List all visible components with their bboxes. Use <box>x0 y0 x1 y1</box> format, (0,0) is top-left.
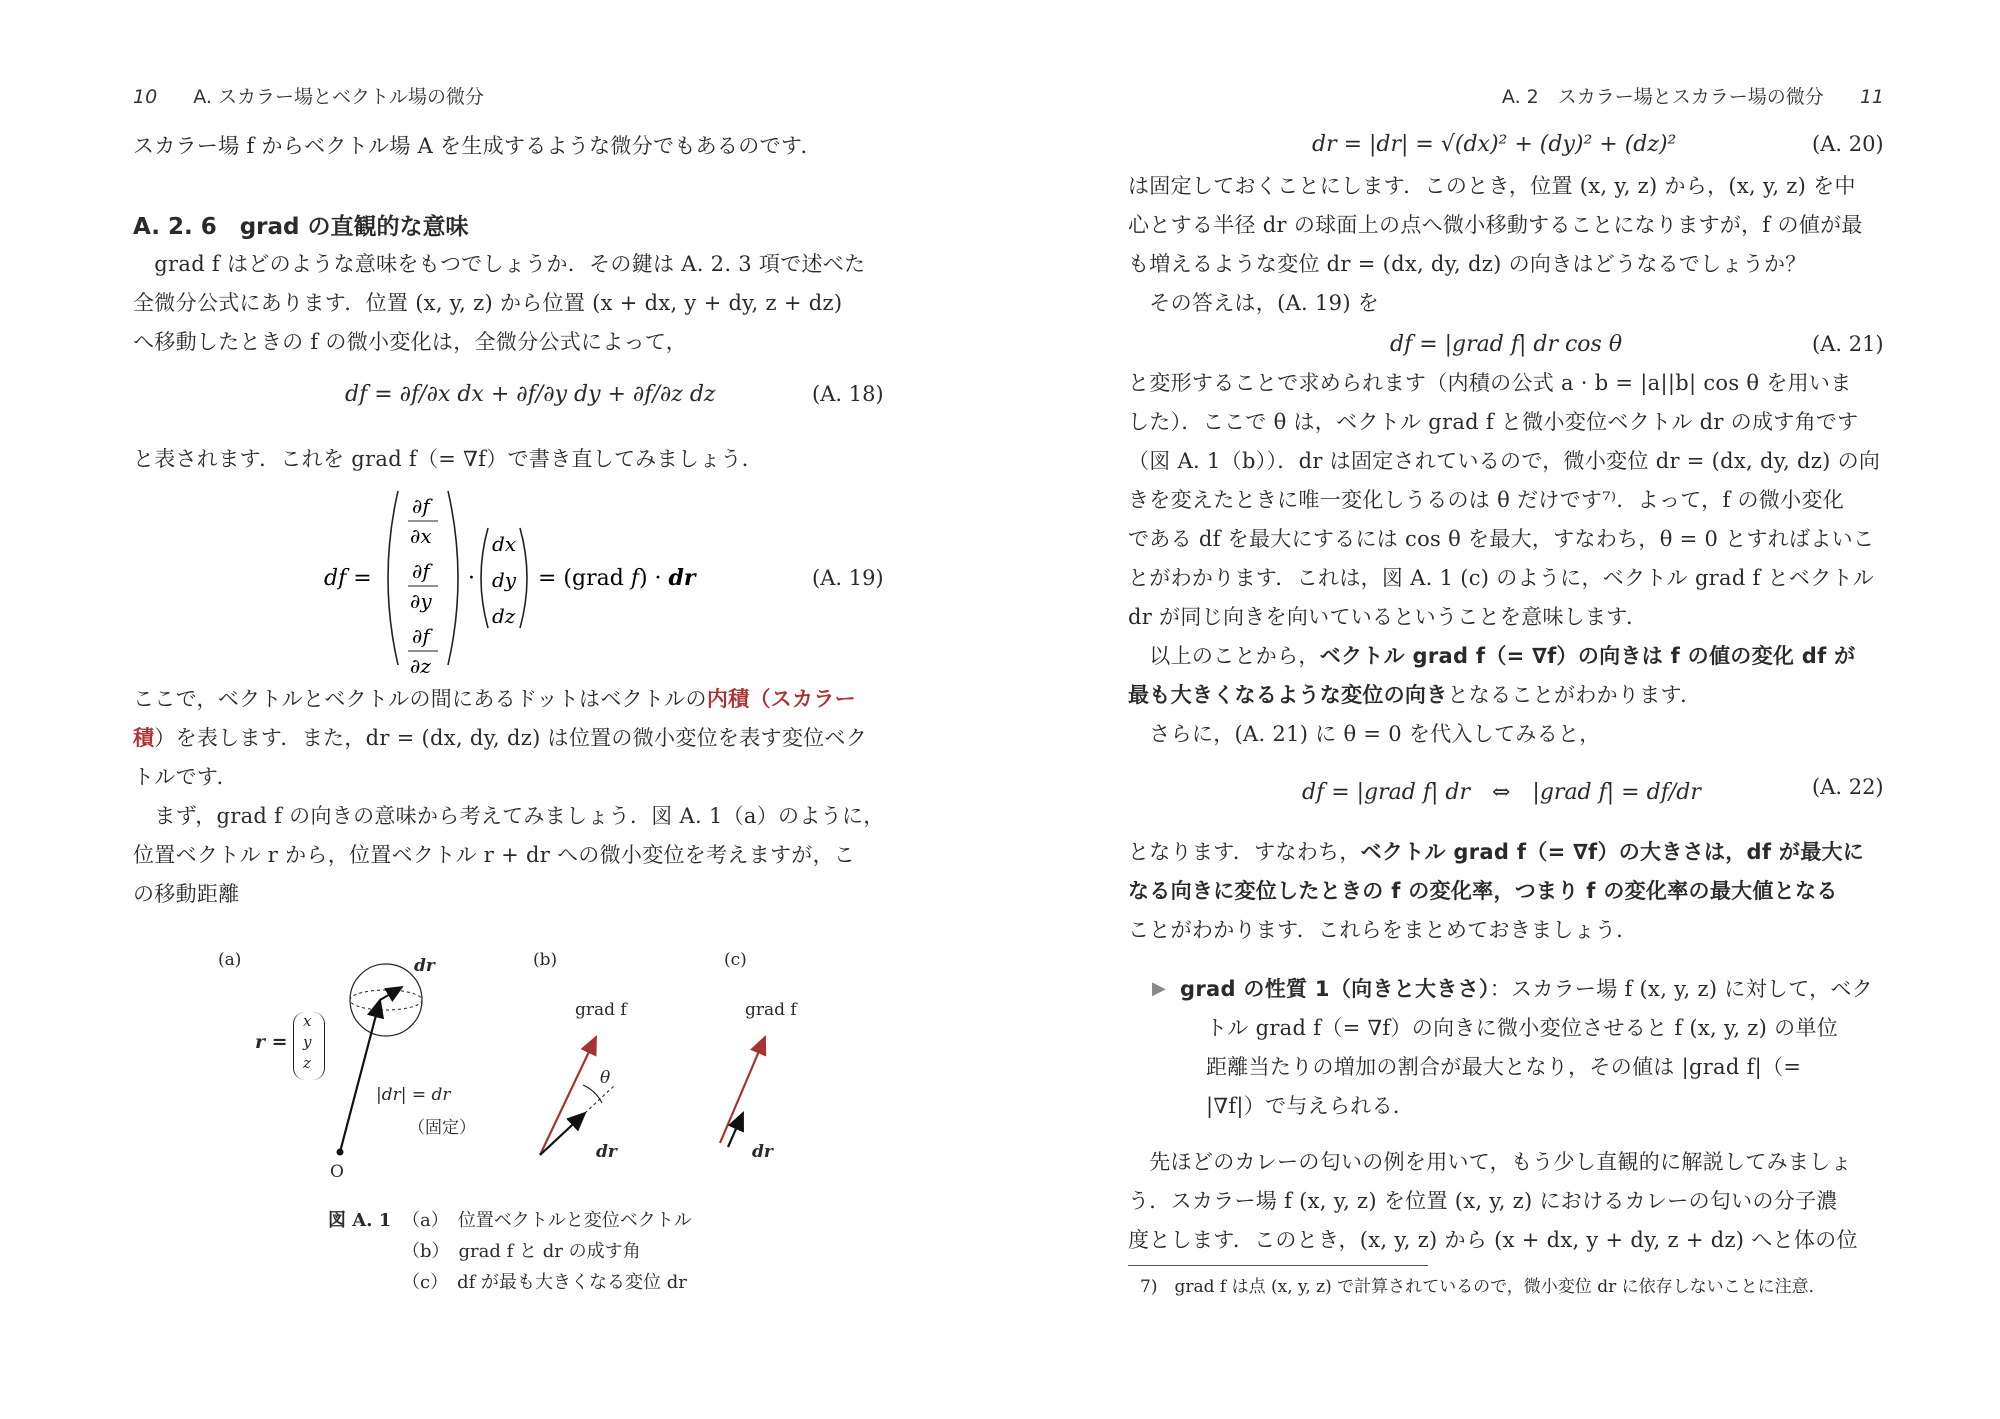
fixed-label: （固定） <box>408 1118 476 1138</box>
text-line: 位置ベクトル r から，位置ベクトル r + dr への微小変位を考えますが，こ <box>133 843 856 867</box>
figure-caption-item: （c） df が最も大きくなる変位 dr <box>402 1272 687 1293</box>
text-line: きを変えたときに唯一変化しうるのは θ だけです⁷⁾．よって，f の微小変化 <box>1128 488 1844 512</box>
svg-text:∂z: ∂z <box>410 654 431 673</box>
text-line <box>1128 676 1701 714</box>
text-span: ）を表します．また，dr = (dx, dy, dz) は位置の微小変位を表す変位ベク <box>154 726 868 750</box>
text-line: （図 A. 1（b））．dr は固定されているので，微小変位 dr = (dx, dy, dz) の向 <box>1128 449 1881 473</box>
emphasis-text: ベクトル grad f（= ∇f）の大きさは，df が最大に <box>1360 840 1865 864</box>
vector-x: x <box>303 1012 312 1030</box>
theta-label: θ <box>600 1068 611 1088</box>
equation-a20: dr = |dr| = √(dx)² + (dy)² + (dz)² <box>1312 132 1677 157</box>
property-line <box>1180 970 1873 1008</box>
emphasis-text: 最も大きくなるような変位の向き <box>1128 683 1448 707</box>
svg-text:∂x: ∂x <box>410 524 432 548</box>
figure-drawing <box>240 955 820 1185</box>
equation-number: (A. 20) <box>1812 132 1884 156</box>
abs-dr-label: |dr| = dr <box>376 1085 451 1105</box>
panel-label-b: (b) <box>533 950 558 970</box>
svg-text:∂y: ∂y <box>410 589 432 613</box>
equation-number: (A. 19) <box>812 566 884 590</box>
grad-label-b: grad f <box>575 1000 627 1020</box>
text-line: の移動距離 <box>133 882 240 906</box>
right-page <box>1000 0 2000 1419</box>
text-line: さらに，(A. 21) に θ = 0 を代入してみると， <box>1128 722 1601 746</box>
panel-label-a: (a) <box>218 950 242 970</box>
text-line: と変形することで求められます（内積の公式 a · b = |a||b| cos θ を用いま <box>1128 371 1852 395</box>
text-line: う．スカラー場 f (x, y, z) を位置 (x, y, z) におけるカレーの匂いの分子濃 <box>1128 1189 1838 1213</box>
text-line <box>1128 872 1838 910</box>
text-line: した）．ここで θ は，ベクトル grad f と微小変位ベクトル dr の成す角です <box>1128 410 1859 434</box>
text-line: 度とします．このとき，(x, y, z) から (x + dx, y + dy, z + dz) へと体の位 <box>1128 1228 1858 1252</box>
equation-a19 <box>320 483 740 673</box>
property-line: トル grad f（= ∇f）の向きに微小変位させると f (x, y, z) の単位 <box>1206 1016 1839 1040</box>
footnote-rule <box>1128 1265 1428 1266</box>
origin-point <box>337 1149 344 1156</box>
text-span: ここで，ベクトルとベクトルの間にあるドットはベクトルの <box>133 687 707 711</box>
svg-text:= (grad f) · dr: = (grad f) · dr <box>538 565 696 591</box>
equation-a22: df = |grad f| dr ⇔ |grad f| = df/dr <box>1302 780 1701 805</box>
text-span: となります．すなわち， <box>1128 840 1361 864</box>
equation-number: (A. 18) <box>812 382 884 406</box>
text-span: ：スカラー場 f (x, y, z) に対して，ベク <box>1489 977 1873 1001</box>
text-line: と表されます．これを grad f（= ∇f）で書き直してみましょう． <box>133 447 764 471</box>
figure-caption-item: （a） 位置ベクトルと変位ベクトル <box>402 1210 692 1231</box>
r-equals-label: r = <box>255 1031 288 1053</box>
property-line: 距離当たりの増加の割合が最大となり，その値は |grad f|（= <box>1206 1055 1802 1079</box>
text-line: その答えは，(A. 19) を <box>1128 291 1380 315</box>
equation-number: (A. 21) <box>1812 332 1884 356</box>
text-line: は固定しておくことにします．このとき，位置 (x, y, z) から，(x, y, z) を中 <box>1128 174 1856 198</box>
equation-a21: df = |grad f| dr cos θ <box>1390 332 1623 357</box>
emphasis-text: なる向きに変位したときの f の変化率，つまり f の変化率の最大値となる <box>1128 879 1838 903</box>
text-line: へ移動したときの f の微小変化は，全微分公式によって， <box>133 330 688 354</box>
svg-text:dz: dz <box>492 604 516 628</box>
svg-text:dy: dy <box>492 568 517 592</box>
section-title: A. 2. 6 grad の直観的な意味 <box>133 214 469 240</box>
equation-number: (A. 22) <box>1812 775 1884 799</box>
text-line: も増えるような変位 dr = (dx, dy, dz) の向きはどうなるでしょうか？ <box>1128 252 1807 276</box>
triangle-bullet-icon: ▶ <box>1152 978 1167 999</box>
grad-arrow-b <box>540 1037 596 1155</box>
panel-label-c: (c) <box>724 950 747 970</box>
dr-label-a: dr <box>414 956 435 976</box>
text-line: まず，grad f の向きの意味から考えてみましょう．図 A. 1（a）のように， <box>133 804 885 828</box>
svg-text:dx: dx <box>492 532 517 556</box>
text-line <box>133 719 867 757</box>
dr-label-b: dr <box>596 1142 617 1162</box>
header-title: A. スカラー場とベクトル場の微分 <box>193 86 484 108</box>
text-line: dr が同じ向きを向いているということを意味します． <box>1128 605 1648 629</box>
page-number: 10 <box>133 86 158 108</box>
svg-text:∂f: ∂f <box>412 559 430 583</box>
intro-line: スカラー場 f からベクトル場 A を生成するような微分でもあるのです． <box>133 134 822 158</box>
panel-c <box>720 1037 765 1147</box>
header-title: A. 2 スカラー場とスカラー場の微分 <box>1501 86 1824 108</box>
grad-arrow-c <box>720 1037 765 1143</box>
text-line <box>133 680 856 718</box>
page-header-right <box>1502 82 1884 109</box>
highlight-term: 積 <box>133 726 155 750</box>
page-header-left <box>133 82 484 109</box>
svg-text:∂f: ∂f <box>412 494 430 518</box>
property-title: grad の性質 1（向きと大きさ） <box>1180 977 1490 1001</box>
dr-arrow-b <box>540 1113 585 1155</box>
footnote: 7) grad f は点 (x, y, z) で計算されているので，微小変位 dr に依存しないことに注意． <box>1140 1277 1826 1297</box>
svg-text:∂f: ∂f <box>412 624 430 648</box>
text-line: ことがわかります．これらをまとめておきましょう． <box>1128 918 1638 942</box>
text-line: 先ほどのカレーの匂いの例を用いて，もう少し直観的に解説してみましょ <box>1128 1150 1852 1174</box>
grad-label-c: grad f <box>745 1000 797 1020</box>
vector-z: z <box>303 1054 311 1072</box>
text-span: 以上のことから， <box>1128 644 1320 668</box>
text-line: 心とする半径 dr の球面上の点へ微小移動することになりますが，f の値が最 <box>1128 213 1863 237</box>
sphere <box>350 964 422 1036</box>
property-line: |∇f|）で与えられる． <box>1206 1094 1415 1118</box>
svg-text:·: · <box>468 566 475 591</box>
text-line <box>1128 833 1864 871</box>
text-line: である df を最大にするには cos θ を最大，すなわち，θ = 0 とすればよいこ <box>1128 527 1875 551</box>
dr-label-c: dr <box>752 1142 773 1162</box>
origin-label: O <box>330 1162 344 1182</box>
text-line: トルです． <box>133 765 238 789</box>
highlight-term: 内積（スカラー <box>706 687 856 711</box>
panel-b <box>540 1037 615 1155</box>
text-line: grad f はどのような意味をもつでしょうか．その鍵は A. 2. 3 項で述べた <box>133 252 866 276</box>
vector-y: y <box>303 1033 312 1051</box>
displacement-arrow <box>380 987 402 1000</box>
svg-text:df =: df = <box>324 566 372 591</box>
figure-caption-label: 図 A. 1 <box>328 1210 392 1231</box>
page-number: 11 <box>1859 86 1884 108</box>
sphere-equator <box>350 990 422 1010</box>
text-line: とがわかります．これは，図 A. 1 (c) のように，ベクトル grad f とベクトル <box>1128 566 1875 590</box>
equation-a18: df = ∂f/∂x dx + ∂f/∂y dy + ∂f/∂z dz <box>345 382 716 407</box>
text-line: 全微分公式にあります．位置 (x, y, z) から位置 (x + dx, y + dy, z + dz) <box>133 291 843 315</box>
text-line <box>1128 637 1855 675</box>
position-vector-arrow <box>340 1000 380 1152</box>
emphasis-text: ベクトル grad f（= ∇f）の向きは f の値の変化 df が <box>1319 644 1856 668</box>
text-span: となることがわかります． <box>1447 683 1702 707</box>
figure-caption-item: （b） grad f と dr の成す角 <box>402 1241 641 1262</box>
